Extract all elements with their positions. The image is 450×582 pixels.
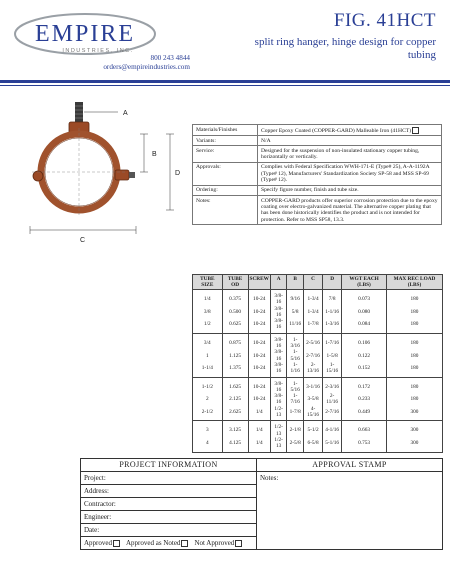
table-cell: 1.125: [222, 349, 248, 362]
table-cell: 4: [193, 437, 223, 452]
notes-label: Notes:: [260, 474, 279, 482]
table-cell: 1-1/4: [193, 362, 223, 377]
spec-value: Copper Epoxy Coated (COPPER-GARD) Malleable Iron (41HCT): [258, 125, 442, 136]
table-cell: 0.449: [342, 406, 387, 421]
table-cell: 0.106: [342, 333, 387, 349]
spec-key: Materials/Finishes: [193, 125, 258, 136]
table-cell: 3-1/16: [303, 377, 322, 393]
table-row: [193, 421, 443, 437]
table-cell: 2.625: [222, 406, 248, 421]
table-cell: 0.753: [342, 437, 387, 452]
empire-logo: [10, 8, 160, 56]
approval-stamp-title: APPROVAL STAMP: [312, 460, 387, 469]
table-cell: 180: [386, 362, 442, 377]
col-header: B: [287, 275, 304, 290]
table-cell: 180: [386, 349, 442, 362]
table-cell: 3/8-16: [270, 306, 286, 319]
table-cell: 10-24: [248, 377, 270, 393]
spec-row: [193, 196, 442, 225]
table-cell: 4-15/16: [303, 406, 322, 421]
spec-key: Ordering:: [193, 185, 258, 195]
email: orders@empireindustries.com: [103, 63, 190, 71]
date-field[interactable]: Date:: [81, 524, 256, 537]
spec-value: Specify figure number, finish and tube size.: [258, 185, 442, 195]
spec-key: Service:: [193, 146, 258, 163]
table-cell: 7/8: [323, 290, 342, 306]
svg-text:D: D: [175, 170, 181, 177]
hanger-drawing: [12, 100, 192, 250]
project-information-box: [80, 458, 443, 550]
table-cell: 0.625: [222, 318, 248, 333]
table-cell: 1-15/16: [323, 362, 342, 377]
table-cell: 300: [386, 421, 442, 437]
table-cell: 1-7/16: [287, 393, 304, 406]
table-cell: 3/8-16: [270, 349, 286, 362]
table-cell: 10-24: [248, 333, 270, 349]
table-cell: 1/4: [248, 437, 270, 452]
table-cell: 2-1/2: [193, 406, 223, 421]
table-cell: 5/8: [287, 306, 304, 319]
spec-value: N/A: [258, 136, 442, 146]
table-cell: 0.172: [342, 377, 387, 393]
table-cell: 3/8-16: [270, 318, 286, 333]
table-cell: 3/8-16: [270, 362, 286, 377]
table-cell: 3/8-16: [270, 333, 286, 349]
table-cell: 2-7/16: [323, 406, 342, 421]
table-cell: 5-1/16: [323, 437, 342, 452]
table-cell: 5-1/2: [303, 421, 322, 437]
table-cell: 1/2-13: [270, 421, 286, 437]
figure-title: FIG. 41HCT: [333, 10, 436, 31]
table-row: [193, 437, 443, 452]
table-header-row: [193, 275, 443, 290]
table-cell: 300: [386, 437, 442, 452]
header-rule-thin: [0, 85, 450, 86]
table-cell: 3-5/8: [303, 393, 322, 406]
table-row: [193, 318, 443, 333]
approved-as-noted-checkbox[interactable]: [181, 540, 188, 547]
contractor-field[interactable]: Contractor:: [81, 498, 256, 511]
table-cell: 1/2: [193, 318, 223, 333]
svg-text:C: C: [80, 237, 86, 244]
table-cell: 2-5/16: [303, 333, 322, 349]
figure-subtitle: split ring hanger, hinge design for copper tubing: [254, 36, 436, 61]
table-row: [193, 406, 443, 421]
table-row: [193, 290, 443, 306]
not-approved-checkbox[interactable]: [235, 540, 242, 547]
table-cell: 6-5/8: [303, 437, 322, 452]
specifications-table: [192, 124, 442, 225]
spec-key: Approvals:: [193, 162, 258, 185]
table-cell: 1-7/8: [303, 318, 322, 333]
table-row: [193, 362, 443, 377]
svg-text:B: B: [152, 151, 157, 158]
spec-row: [193, 185, 442, 195]
table-cell: 4.125: [222, 437, 248, 452]
table-cell: 0.233: [342, 393, 387, 406]
table-cell: 180: [386, 377, 442, 393]
col-header: TUBE OD: [222, 275, 248, 290]
table-cell: 1-5/16: [287, 349, 304, 362]
table-cell: 1/2-13: [270, 406, 286, 421]
table-cell: 0.500: [222, 306, 248, 319]
table-cell: 1-3/4: [303, 306, 322, 319]
table-cell: 2.125: [222, 393, 248, 406]
table-cell: 3/4: [193, 333, 223, 349]
approved-option[interactable]: Approved: [84, 537, 120, 549]
table-row: [193, 333, 443, 349]
table-cell: 1-7/8: [287, 406, 304, 421]
table-cell: 300: [386, 406, 442, 421]
table-cell: 2: [193, 393, 223, 406]
table-cell: 10-24: [248, 393, 270, 406]
spec-key: Variants:: [193, 136, 258, 146]
table-cell: 1: [193, 349, 223, 362]
table-cell: 180: [386, 318, 442, 333]
table-cell: 0.122: [342, 349, 387, 362]
table-cell: 1/4: [248, 406, 270, 421]
approval-options: [81, 537, 256, 549]
table-cell: 2-11/16: [323, 393, 342, 406]
svg-text:A: A: [123, 110, 128, 117]
table-cell: 180: [386, 393, 442, 406]
col-header: MAX REC LOAD (LBS): [386, 275, 442, 290]
table-cell: 1-3/16: [287, 333, 304, 349]
table-cell: 10-24: [248, 349, 270, 362]
spec-row: [193, 125, 442, 136]
table-cell: 0.080: [342, 306, 387, 319]
col-header: C: [303, 275, 322, 290]
table-cell: 0.073: [342, 290, 387, 306]
table-cell: 3: [193, 421, 223, 437]
header-rule: [0, 80, 450, 83]
table-cell: 0.375: [222, 290, 248, 306]
table-cell: 1-3/4: [303, 290, 322, 306]
notes-area[interactable]: [257, 472, 442, 549]
table-cell: 1/4: [193, 290, 223, 306]
table-cell: 0.875: [222, 333, 248, 349]
spec-row: [193, 162, 442, 185]
dimensions-table: [192, 274, 443, 453]
table-cell: 1-7/16: [323, 333, 342, 349]
table-cell: 10-24: [248, 290, 270, 306]
table-cell: 1.375: [222, 362, 248, 377]
table-cell: 11/16: [287, 318, 304, 333]
table-row: [193, 393, 443, 406]
spec-row: [193, 136, 442, 146]
table-cell: 1-5/8: [323, 349, 342, 362]
approved-as-noted-option[interactable]: Approved as Noted: [126, 537, 188, 549]
approved-checkbox[interactable]: [113, 540, 120, 547]
table-cell: 0.084: [342, 318, 387, 333]
svg-text:INDUSTRIES, INC.: INDUSTRIES, INC.: [62, 48, 134, 54]
table-cell: 9/16: [287, 290, 304, 306]
address-field[interactable]: Address:: [81, 485, 256, 498]
table-row: [193, 349, 443, 362]
table-cell: 1-5/16: [287, 377, 304, 393]
checkbox[interactable]: [412, 127, 419, 134]
col-header: D: [323, 275, 342, 290]
svg-text:EMPIRE: EMPIRE: [34, 21, 136, 47]
table-cell: 2-13/16: [303, 362, 322, 377]
spec-row: [193, 146, 442, 163]
project-field[interactable]: Project:: [81, 472, 256, 485]
col-header: WGT EACH (LBS): [342, 275, 387, 290]
table-cell: 1/4: [248, 421, 270, 437]
table-cell: 10-24: [248, 362, 270, 377]
table-cell: 1/2-13: [270, 437, 286, 452]
table-cell: 1.625: [222, 377, 248, 393]
table-row: [193, 306, 443, 319]
col-header: A: [270, 275, 286, 290]
not-approved-option[interactable]: Not Approved: [194, 537, 242, 549]
col-header: SCREW: [248, 275, 270, 290]
table-cell: 180: [386, 333, 442, 349]
table-cell: 2-7/16: [303, 349, 322, 362]
table-cell: 3/8-16: [270, 377, 286, 393]
table-cell: 1-1/16: [323, 306, 342, 319]
company-contact: [40, 54, 190, 72]
table-row: [193, 377, 443, 393]
table-cell: 3.125: [222, 421, 248, 437]
spec-value: Designed for the suspension of non-insulated stationary copper tubing, horizontally or vertically.: [258, 146, 442, 163]
table-cell: 180: [386, 290, 442, 306]
table-cell: 2-1/8: [287, 421, 304, 437]
phone: 800 243 4844: [150, 54, 190, 62]
table-cell: 0.663: [342, 421, 387, 437]
project-info-title: PROJECT INFORMATION: [81, 459, 257, 471]
table-cell: 1-1/2: [193, 377, 223, 393]
table-cell: 4-1/16: [323, 421, 342, 437]
table-cell: 180: [386, 306, 442, 319]
table-cell: 2-3/16: [323, 377, 342, 393]
table-cell: 10-24: [248, 318, 270, 333]
table-cell: 10-24: [248, 306, 270, 319]
table-cell: 3/8: [193, 306, 223, 319]
engineer-field[interactable]: Engineer:: [81, 511, 256, 524]
table-cell: 1-1/16: [287, 362, 304, 377]
table-cell: 2-5/8: [287, 437, 304, 452]
table-cell: 3/8-16: [270, 290, 286, 306]
spec-value: Complies with Federal Specification WWH-171-E (Type# 25), A-A-1192A (Type# 12), Manufacturers' Standardization Society SP-58 and MSS SP-69 (Type# 12).: [258, 162, 442, 185]
spec-value: COPPER-GARD products offer superior corrosion protection due to the epoxy coating over electro-galvanized material. The alternative copper plating that has been done historically identifies the product and is not intended for protection. Refer to MSS SP58, 13.3.: [258, 196, 442, 225]
table-cell: 1-3/16: [323, 318, 342, 333]
spec-key: Notes:: [193, 196, 258, 225]
col-header: TUBE SIZE: [193, 275, 223, 290]
table-cell: 0.152: [342, 362, 387, 377]
table-cell: 3/8-16: [270, 393, 286, 406]
